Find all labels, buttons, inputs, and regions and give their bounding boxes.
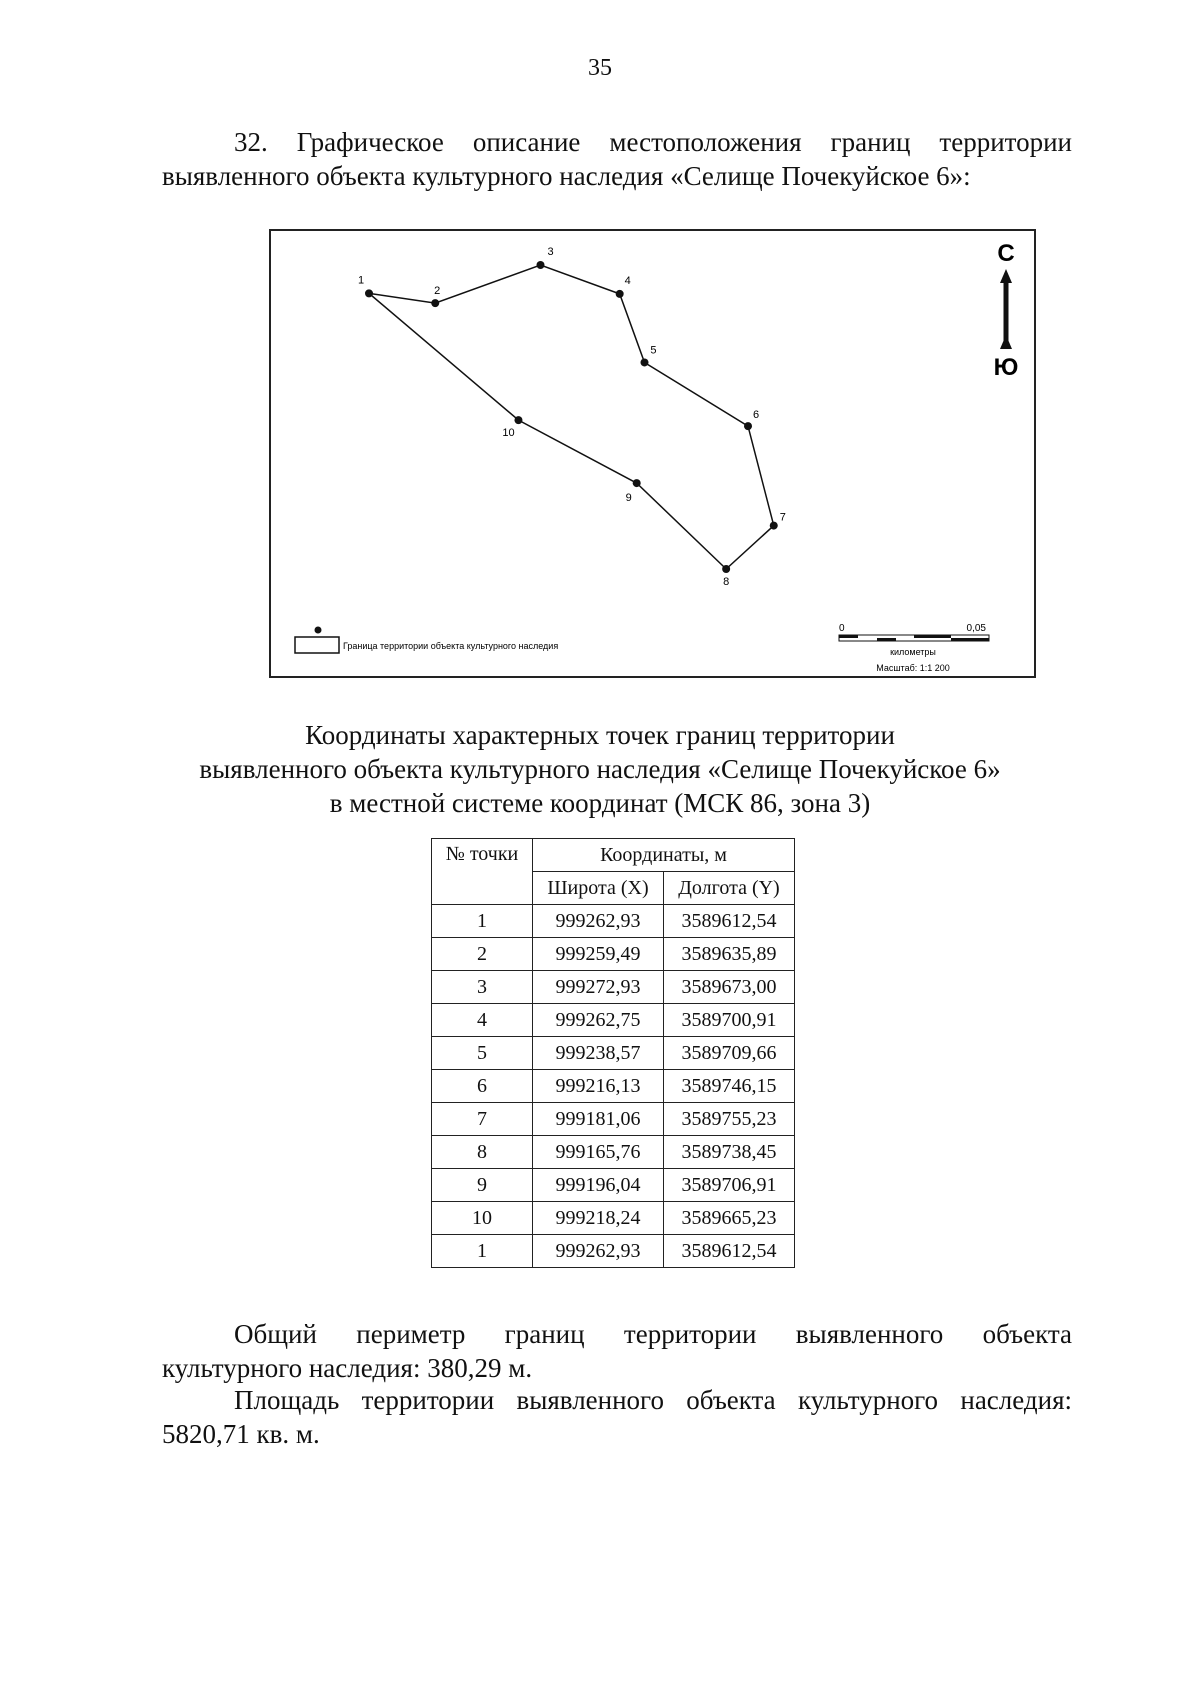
longitude-cell: 3589709,66 — [664, 1037, 795, 1070]
boundary-point-label: 10 — [502, 427, 515, 440]
point-number-cell: 10 — [432, 1202, 533, 1235]
longitude-cell: 3589612,54 — [664, 1235, 795, 1268]
longitude-cell: 3589612,54 — [664, 905, 795, 938]
boundary-point — [744, 422, 752, 430]
south-label: Ю — [993, 354, 1019, 381]
longitude-cell: 3589700,91 — [664, 1004, 795, 1037]
longitude-cell: 3589665,23 — [664, 1202, 795, 1235]
latitude-cell: 999216,13 — [533, 1070, 664, 1103]
latitude-cell: 999181,06 — [533, 1103, 664, 1136]
latitude-cell: 999272,93 — [533, 971, 664, 1004]
longitude-cell: 3589755,23 — [664, 1103, 795, 1136]
perimeter-paragraph — [162, 1317, 1072, 1385]
boundary-point — [365, 289, 373, 297]
point-number-cell: 5 — [432, 1037, 533, 1070]
boundary-point-label: 2 — [434, 285, 441, 298]
coordinates-table — [431, 838, 795, 1268]
point-number-cell: 3 — [432, 971, 533, 1004]
boundary-point — [640, 358, 648, 366]
longitude-cell: 3589635,89 — [664, 938, 795, 971]
point-number-cell: 8 — [432, 1136, 533, 1169]
header-longitude: Долгота (Y) — [664, 872, 795, 905]
area-paragraph — [162, 1383, 1072, 1451]
table-row — [432, 905, 795, 938]
longitude-cell: 3589746,15 — [664, 1070, 795, 1103]
boundary-point-label: 9 — [625, 492, 632, 505]
point-number-cell: 1 — [432, 1235, 533, 1268]
perimeter-line-1: Общий периметр границ территории выявленного объекта — [234, 1319, 1072, 1349]
point-number-cell: 2 — [432, 938, 533, 971]
scale-end: 0,05 — [966, 623, 986, 634]
table-row — [432, 1037, 795, 1070]
section-heading — [162, 125, 1072, 193]
boundary-point-label: 3 — [547, 246, 554, 258]
longitude-cell: 3589673,00 — [664, 971, 795, 1004]
boundary-point — [770, 522, 778, 530]
table-row — [432, 1235, 795, 1268]
boundary-point — [514, 416, 522, 424]
boundary-point-label: 1 — [357, 274, 365, 287]
area-line-2: 5820,71 кв. м. — [162, 1419, 320, 1449]
legend-point-icon — [315, 627, 322, 634]
boundary-point-label: 5 — [650, 344, 657, 357]
heading-line-2: выявленного объекта культурного наследия «Селище Почекуйское 6»: — [162, 161, 971, 191]
scale-bar — [839, 623, 989, 673]
latitude-cell: 999262,75 — [533, 1004, 664, 1037]
table-row — [432, 1169, 795, 1202]
boundary-point — [431, 299, 439, 307]
latitude-cell: 999238,57 — [533, 1037, 664, 1070]
latitude-cell: 999165,76 — [533, 1136, 664, 1169]
coordinates-title-line-2: выявленного объекта культурного наследия «Селище Почекуйское 6» — [199, 754, 1001, 784]
coordinates-title-line-3: в местной системе координат (МСК 86, зона 3) — [329, 788, 871, 818]
latitude-cell: 999259,49 — [533, 938, 664, 971]
table-row — [432, 938, 795, 971]
table-row — [432, 1136, 795, 1169]
coordinates-title — [0, 718, 1200, 820]
point-number-cell: 7 — [432, 1103, 533, 1136]
boundary-point — [633, 479, 641, 487]
perimeter-line-2: культурного наследия: 380,29 м. — [162, 1353, 533, 1383]
point-number-cell: 6 — [432, 1070, 533, 1103]
table-row — [432, 1202, 795, 1235]
longitude-cell: 3589738,45 — [664, 1136, 795, 1169]
table-row — [432, 971, 795, 1004]
latitude-cell: 999196,04 — [533, 1169, 664, 1202]
latitude-cell: 999218,24 — [533, 1202, 664, 1235]
map-legend — [295, 627, 558, 654]
page-number: 35 — [588, 55, 612, 81]
boundary-point — [722, 565, 730, 573]
latitude-cell: 999262,93 — [533, 1235, 664, 1268]
latitude-cell: 999262,93 — [533, 905, 664, 938]
heading-line-1: 32. Графическое описание местоположения границ территории — [234, 127, 1072, 157]
header-coordinates: Координаты, м — [533, 839, 795, 872]
boundary-polygon — [369, 265, 774, 569]
legend-boundary-icon — [295, 637, 339, 653]
boundary-map — [269, 229, 1036, 678]
boundary-point-label: 8 — [723, 576, 730, 588]
north-label: С — [997, 240, 1015, 267]
boundary-point-label: 7 — [779, 511, 786, 524]
area-line-1: Площадь территории выявленного объекта культурного наследия: — [234, 1385, 1072, 1415]
north-arrow-icon — [994, 240, 1019, 381]
boundary-point-label: 4 — [624, 274, 631, 287]
boundary-point-label: 6 — [752, 409, 760, 422]
boundary-point — [616, 290, 624, 298]
scale-text: Масштаб: 1:1 200 — [876, 663, 950, 673]
point-number-cell: 9 — [432, 1169, 533, 1202]
header-latitude: Широта (X) — [533, 872, 664, 905]
scale-unit: километры — [890, 647, 936, 657]
point-number-cell: 1 — [432, 905, 533, 938]
point-number-cell: 4 — [432, 1004, 533, 1037]
legend-label: Граница территории объекта культурного наследия — [343, 641, 559, 651]
table-row — [432, 1103, 795, 1136]
boundary-map-svg — [271, 231, 1038, 680]
scale-start: 0 — [839, 623, 845, 634]
table-row — [432, 1070, 795, 1103]
table-row — [432, 1004, 795, 1037]
header-point-number: № точки — [432, 839, 533, 905]
coordinates-title-line-1: Координаты характерных точек границ территории — [305, 720, 895, 750]
longitude-cell: 3589706,91 — [664, 1169, 795, 1202]
boundary-point — [537, 261, 545, 269]
